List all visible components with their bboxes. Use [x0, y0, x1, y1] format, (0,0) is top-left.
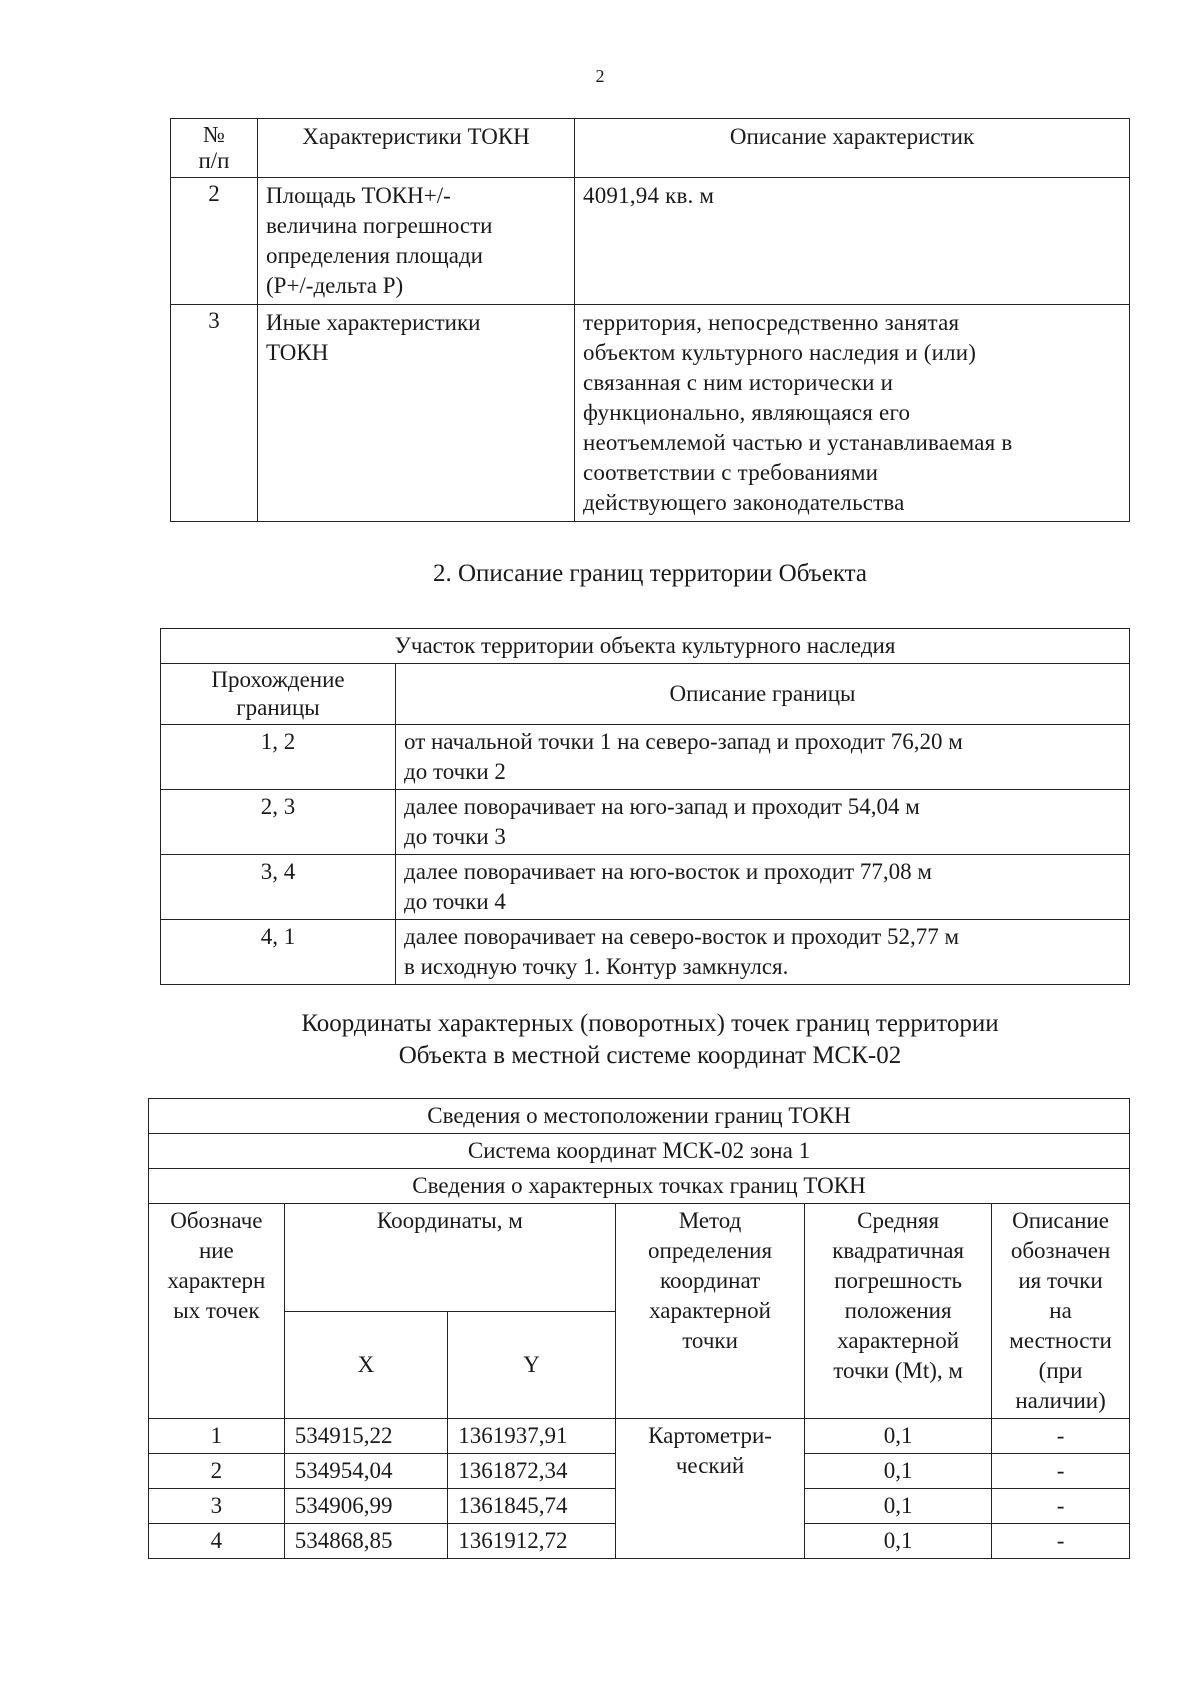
table-row: [171, 305, 1130, 522]
characteristics-table: [170, 118, 1130, 522]
page-number: 2: [595, 66, 605, 86]
row-x: 534954,04: [284, 1454, 448, 1489]
row-description: далее поворачивает на юго-восток и проходит 77,08 м до точки 4: [396, 855, 1130, 920]
col-header-method: Метод определения координат характерной точки: [615, 1204, 804, 1419]
col-header-point-description: Описание обозначен ия точки на местности (при наличии): [992, 1204, 1130, 1419]
row-error: 0,1: [805, 1454, 992, 1489]
col-header-characteristics: Характеристики ТОКН: [258, 119, 575, 178]
col-header-point: Обозначе ние характерн ых точек: [149, 1204, 285, 1419]
row-point-description: -: [992, 1489, 1130, 1524]
row-point: 2: [149, 1454, 285, 1489]
col-header-number: № п/п: [171, 119, 258, 178]
boundary-description-table: [160, 628, 1130, 985]
col-header-pass: Прохождение границы: [161, 664, 396, 725]
row-characteristic: Площадь ТОКН+/- величина погрешности определения площади (Р+/-дельта Р): [258, 178, 575, 305]
table-title-row: [149, 1134, 1130, 1169]
row-number: 3: [171, 305, 258, 522]
table-title: Участок территории объекта культурного наследия: [161, 629, 1130, 664]
col-header-boundary-description: Описание границы: [396, 664, 1130, 725]
row-description: далее поворачивает на северо-восток и проходит 52,77 м в исходную точку 1. Контур замкнулся.: [396, 920, 1130, 985]
row-point: 3: [149, 1489, 285, 1524]
row-characteristic: Иные характеристики ТОКН: [258, 305, 575, 522]
row-point: 1: [149, 1419, 285, 1454]
row-x: 534906,99: [284, 1489, 448, 1524]
table-row: [161, 725, 1130, 790]
coordinates-heading: Координаты характерных (поворотных) точек границ территории Объекта в местной системе координат МСК-02: [301, 1010, 999, 1069]
table-header-row: [171, 119, 1130, 178]
col-header-y: Y: [448, 1311, 616, 1419]
table-title-row: [149, 1099, 1130, 1134]
table-title-location: Сведения о местоположении границ ТОКН: [149, 1099, 1130, 1134]
row-point-description: -: [992, 1419, 1130, 1454]
col-header-coordinates: Координаты, м: [284, 1204, 615, 1312]
table-row: [149, 1419, 1130, 1454]
table-title-points: Сведения о характерных точках границ ТОКН: [149, 1169, 1130, 1204]
row-description: далее поворачивает на юго-запад и проходит 54,04 м до точки 3: [396, 790, 1130, 855]
table-row: [161, 920, 1130, 985]
table-title-row: [149, 1169, 1130, 1204]
row-point-description: -: [992, 1454, 1130, 1489]
row-x: 534915,22: [284, 1419, 448, 1454]
row-y: 1361845,74: [448, 1489, 616, 1524]
row-error: 0,1: [805, 1524, 992, 1559]
row-x: 534868,85: [284, 1524, 448, 1559]
table-title-row: [161, 629, 1130, 664]
row-description: территория, непосредственно занятая объектом культурного наследия и (или) связанная с ним исторически и функционально, являющаяся его неотъемлемой частью и устанавливаемая в соответствии с требованиями действующего законодательства: [575, 305, 1130, 522]
row-description: 4091,94 кв. м: [575, 178, 1130, 305]
row-pass: 3, 4: [161, 855, 396, 920]
row-number: 2: [171, 178, 258, 305]
row-point: 4: [149, 1524, 285, 1559]
row-description: от начальной точки 1 на северо-запад и проходит 76,20 м до точки 2: [396, 725, 1130, 790]
row-y: 1361912,72: [448, 1524, 616, 1559]
row-y: 1361937,91: [448, 1419, 616, 1454]
row-pass: 2, 3: [161, 790, 396, 855]
col-header-description: Описание характеристик: [575, 119, 1130, 178]
row-method: Картометри- ческий: [615, 1419, 804, 1559]
row-point-description: -: [992, 1524, 1130, 1559]
table-title-coordinate-system: Система координат МСК-02 зона 1: [149, 1134, 1130, 1169]
section-title: 2. Описание границ территории Объекта: [433, 560, 867, 587]
row-pass: 4, 1: [161, 920, 396, 985]
row-error: 0,1: [805, 1489, 992, 1524]
row-pass: 1, 2: [161, 725, 396, 790]
col-header-x: X: [284, 1311, 448, 1419]
table-row: [161, 855, 1130, 920]
row-y: 1361872,34: [448, 1454, 616, 1489]
coordinates-table: [148, 1098, 1130, 1559]
table-header-row: [149, 1204, 1130, 1312]
table-row: [171, 178, 1130, 305]
table-row: [161, 790, 1130, 855]
table-header-row: [161, 664, 1130, 725]
row-error: 0,1: [805, 1419, 992, 1454]
col-header-error: Средняя квадратичная погрешность положения характерной точки (Mt), м: [805, 1204, 992, 1419]
